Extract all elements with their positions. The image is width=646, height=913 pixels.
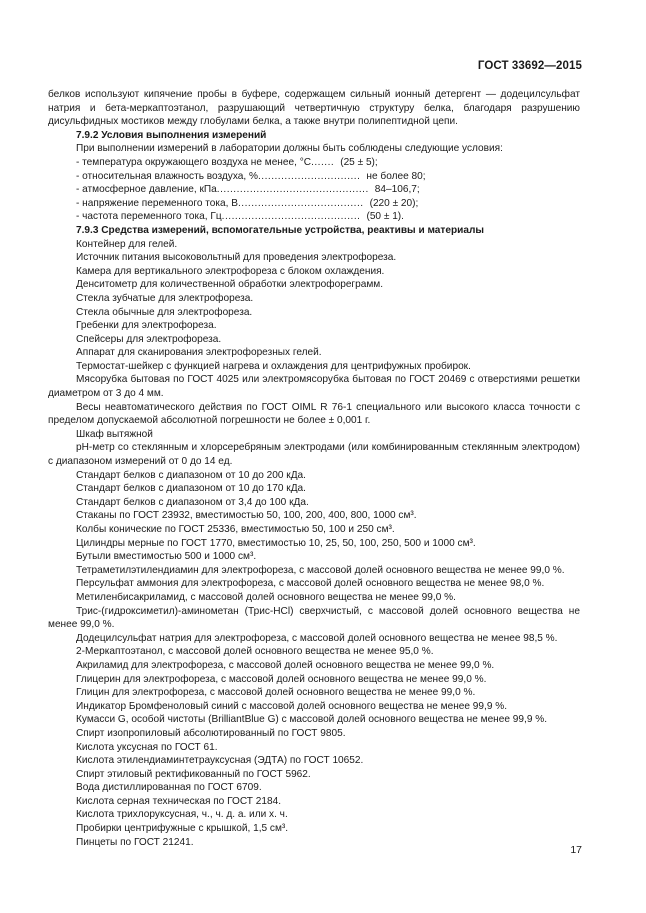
list-item: Кумасси G, особой чистоты (BrilliantBlue G) с массовой долей основного вещества не менее 99,9 %. <box>76 714 548 726</box>
list-item-fume-hood: Шкаф вытяжной <box>76 428 153 440</box>
list-item: Камера для вертикального электрофореза с блоком охлаждения. <box>76 265 385 277</box>
list-item: Бутыли вместимостью 500 и 1000 см³. <box>76 551 257 563</box>
condition-value: (220 ± 20); <box>369 197 419 209</box>
page-content <box>48 88 580 849</box>
list-item: Пробирки центрифужные с крышкой, 1,5 см³. <box>76 823 289 835</box>
condition-value: 84–106,7; <box>374 184 420 196</box>
list-item: 2-Меркаптоэтанол, с массовой долей основного вещества не менее 95,0 %. <box>76 646 434 658</box>
list-item: Тетраметилэтилендиамин для электрофореза, с массовой долей основного вещества не менее 99,0 %. <box>76 564 565 576</box>
list-item: Спирт изопропиловый абсолютированный по ГОСТ 9805. <box>76 727 346 739</box>
list-item: Стандарт белков с диапазоном от 3,4 до 100 кДа. <box>76 496 309 508</box>
list-item: Вода дистиллированная по ГОСТ 6709. <box>76 782 262 794</box>
conditions-lead: При выполнении измерений в лаборатории должны быть соблюдены следующие условия: <box>76 143 503 155</box>
condition-label: - напряжение переменного тока, В <box>76 197 238 209</box>
list-item: Кислота трихлоруксусная, ч., ч. д. а. или х. ч. <box>76 809 288 821</box>
list-item: Денситометр для количественной обработки электрофореграмм. <box>76 279 384 291</box>
list-item: Кислота уксусная по ГОСТ 61. <box>76 741 218 753</box>
intro-paragraph: белков используют кипячение пробы в буфере, содержащем сильный ионный детергент — додецилсульфат натрия и бета-меркаптоэтанол, разрушающий четвертичную структуру белка, благодаря разрушению дисульфидных мостиков между глобулами белка, а также внутри полипептидной цепи. <box>48 89 580 128</box>
list-item: Пинцеты по ГОСТ 21241. <box>76 836 194 848</box>
condition-value: (50 ± 1). <box>366 211 404 223</box>
list-item: Кислота этилендиаминтетрауксусная (ЭДТА) по ГОСТ 10652. <box>76 755 364 767</box>
list-item: Метиленбисакриламид, с массовой долей основного вещества не менее 99,0 %. <box>76 591 456 603</box>
condition-leader-dots: .............................................. <box>216 184 369 196</box>
list-item: Кислота серная техническая по ГОСТ 2184. <box>76 795 282 807</box>
section-heading-7-9-3: 7.9.3 Средства измерений, вспомогательные устройства, реактивы и материалы <box>76 224 484 236</box>
list-item: Термостат-шейкер с функцией нагрева и охлаждения для центрифужных пробирок. <box>76 360 471 372</box>
condition-label: - частота переменного тока, Гц <box>76 211 222 223</box>
list-item: Стекла зубчатые для электрофореза. <box>76 292 254 304</box>
list-item: Додецилсульфат натрия для электрофореза, с массовой долей основного вещества не менее 98,5 %. <box>76 632 558 644</box>
document-code-header: ГОСТ 33692—2015 <box>477 60 582 72</box>
condition-label: - относительная влажность воздуха, % <box>76 170 258 182</box>
condition-row <box>48 183 580 197</box>
list-item: Стаканы по ГОСТ 23932, вместимостью 50, 100, 200, 400, 800, 1000 см³. <box>76 510 417 522</box>
list-item: Глицерин для электрофореза, с массовой долей основного вещества не менее 99,0 %. <box>76 673 487 685</box>
list-item: Спейсеры для электрофореза. <box>76 333 222 345</box>
condition-value: (25 ± 5); <box>340 156 378 168</box>
list-item: Глицин для электрофореза, с массовой долей основного вещества не менее 99,0 %. <box>76 687 476 699</box>
condition-row <box>48 170 580 184</box>
list-item: Акриламид для электрофореза, с массовой долей основного вещества не менее 99,0 %. <box>76 659 495 671</box>
list-item: Стандарт белков с диапазоном от 10 до 170 кДа. <box>76 483 306 495</box>
list-item: Персульфат аммония для электрофореза, с массовой долей основного вещества не менее 98,0 %. <box>76 578 545 590</box>
list-item-meat-grinder: Мясорубка бытовая по ГОСТ 4025 или электромясорубка бытовая по ГОСТ 20469 с отверстиями решетки диаметром от 3 до 4 мм. <box>48 374 580 400</box>
condition-leader-dots: ....... <box>311 156 335 168</box>
list-item-ph-meter: pH-метр со стеклянным и хлорсеребряным электродами (или комбинированным стеклянным электродом) с диапазоном измерений от 0 до 14 ед. <box>48 442 580 468</box>
list-item: Гребенки для электрофореза. <box>76 320 217 332</box>
condition-label: - температура окружающего воздуха не менее, °С <box>76 156 312 168</box>
condition-row <box>48 210 580 224</box>
condition-value: не более 80; <box>366 170 426 182</box>
list-item: Спирт этиловый ректификованный по ГОСТ 5962. <box>76 768 311 780</box>
list-item: Цилиндры мерные по ГОСТ 1770, вместимостью 10, 25, 50, 100, 250, 500 и 1000 см³. <box>76 537 476 549</box>
list-item: Колбы конические по ГОСТ 25336, вместимостью 50, 100 и 250 см³. <box>76 524 395 535</box>
list-item: Индикатор Бромфеноловый синий с массовой долей основного вещества не менее 99,9 %. <box>76 700 508 712</box>
list-item-scales: Весы неавтоматического действия по ГОСТ OIML R 76-1 специального или высокого класса точности с пределом допускаемой абсолютной погрешности не более ± 0,001 г. <box>48 401 580 427</box>
section-heading-7-9-2: 7.9.2 Условия выполнения измерений <box>76 129 267 141</box>
list-item-tris: Трис-(гидроксиметил)-аминометан (Трис-HCl) сверхчистый, с массовой долей основного вещества не менее 99,0 %. <box>48 605 580 631</box>
page-number: 17 <box>570 844 582 856</box>
list-item: Источник питания высоковольтный для проведения электрофореза. <box>76 252 397 264</box>
list-item: Аппарат для сканирования электрофорезных гелей. <box>76 347 322 359</box>
condition-leader-dots: ............................... <box>257 170 361 182</box>
list-item: Стекла обычные для электрофореза. <box>76 306 253 318</box>
condition-row <box>48 156 580 170</box>
condition-row <box>48 197 580 211</box>
list-item: Стандарт белков с диапазоном от 10 до 200 кДа. <box>76 469 306 481</box>
condition-leader-dots: .......................................... <box>221 211 361 223</box>
list-item: Контейнер для гелей. <box>76 238 178 250</box>
condition-label: - атмосферное давление, кПа <box>76 184 217 196</box>
condition-leader-dots: ...................................... <box>238 197 364 209</box>
